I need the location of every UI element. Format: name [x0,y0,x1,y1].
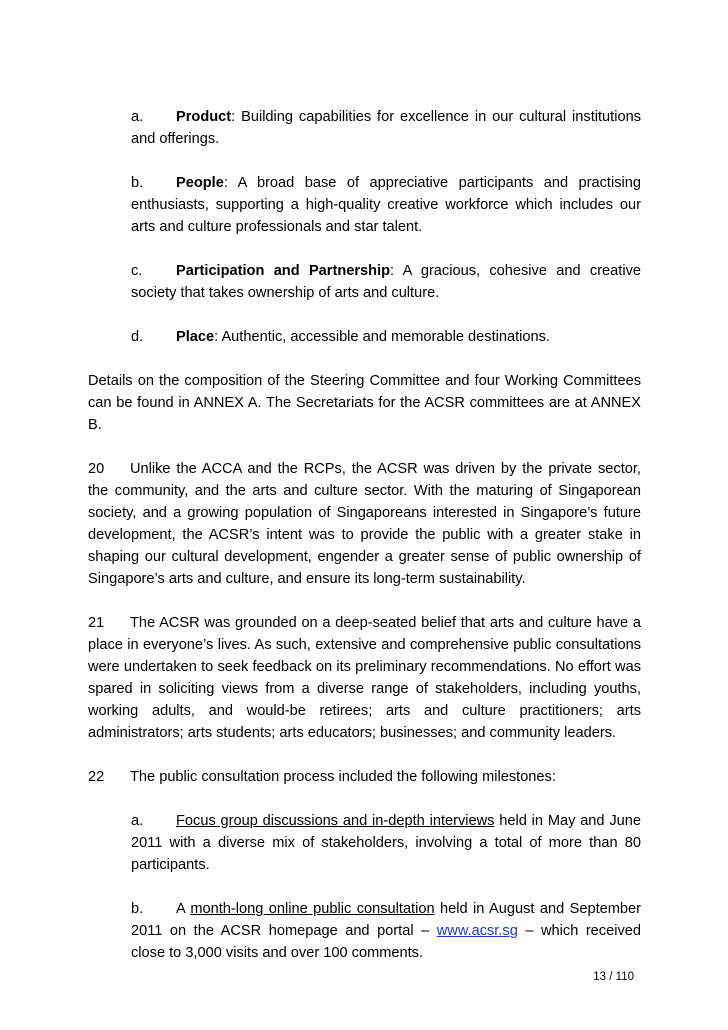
item-text-post: – which received close to 3,000 visits and over 100 comments. [131,923,641,961]
item-label: a. [131,109,144,125]
paragraph-22 [88,766,641,788]
item-text-mid: held in August and September 2011 on the ACSR homepage and portal – [131,901,641,939]
paragraph-text: The public consultation process included the following milestones: [130,769,556,785]
item-text: : A broad base of appreciative participants and practising enthusiasts, supporting a high-quality creative workforce which includes our arts and culture professionals and star talent. [131,175,641,235]
item-text: : A gracious, cohesive and creative society that takes ownership of arts and culture. [131,263,641,301]
paragraph-21 [88,612,641,744]
item-text: held in May and June 2011 with a diverse mix of stakeholders, involving a total of more than 80 participants. [131,813,641,873]
underlined-term: month-long online public consultation [190,901,435,917]
paragraph-text: Unlike the ACCA and the RCPs, the ACSR was driven by the private sector, the community, and the arts and culture sector. With the maturing of Singaporean society, and a growing population of Singaporeans interested in Singapore’s future development, the ACSR’s intent was to provide the public with a greater stake in shaping our cultural development, engender a greater sense of public ownership of Singapore’s arts and culture, and ensure its long-term sustainability. [88,461,641,587]
item-label: b. [131,901,144,917]
milestone-online-consultation [131,898,641,964]
acsr-website-link[interactable]: www.acsr.sg [436,923,518,939]
item-term: Participation and Partnership [176,263,391,279]
list-item-place [131,326,641,348]
list-item-participation [131,260,641,304]
item-term: Product [176,109,232,125]
item-label: b. [131,175,144,191]
paragraph-number: 22 [88,769,105,785]
document-body [88,106,641,986]
milestone-focus-groups [131,810,641,876]
item-term: People [176,175,224,191]
paragraph-text: The ACSR was grounded on a deep-seated belief that arts and culture have a place in everyone’s lives. As such, extensive and comprehensive public consultations were undertaken to seek feedback on its preliminary recommendations. No effort was spared in soliciting views from a diverse range of stakeholders, including youths, working adults, and would-be retirees; arts and culture practitioners; arts administrators; arts students; arts educators; businesses; and community leaders. [88,615,641,741]
page-number: 13 / 110 [593,971,634,983]
list-item-product [131,106,641,150]
paragraph-number: 20 [88,461,105,477]
details-paragraph: Details on the composition of the Steering Committee and four Working Committees can be found in ANNEX A. The Secretariats for the ACSR committees are at ANNEX B. [88,373,641,433]
item-text: : Building capabilities for excellence in our cultural institutions and offerings. [131,109,641,147]
list-item-people [131,172,641,238]
item-text-pre: A [176,901,191,917]
underlined-term: Focus group discussions and in-depth interviews [176,813,495,829]
item-text: : Authentic, accessible and memorable destinations. [214,329,550,345]
item-label: a. [131,813,144,829]
item-label: d. [131,329,144,345]
paragraph-number: 21 [88,615,105,631]
item-term: Place [176,329,215,345]
paragraph-20 [88,458,641,590]
item-label: c. [131,263,143,279]
